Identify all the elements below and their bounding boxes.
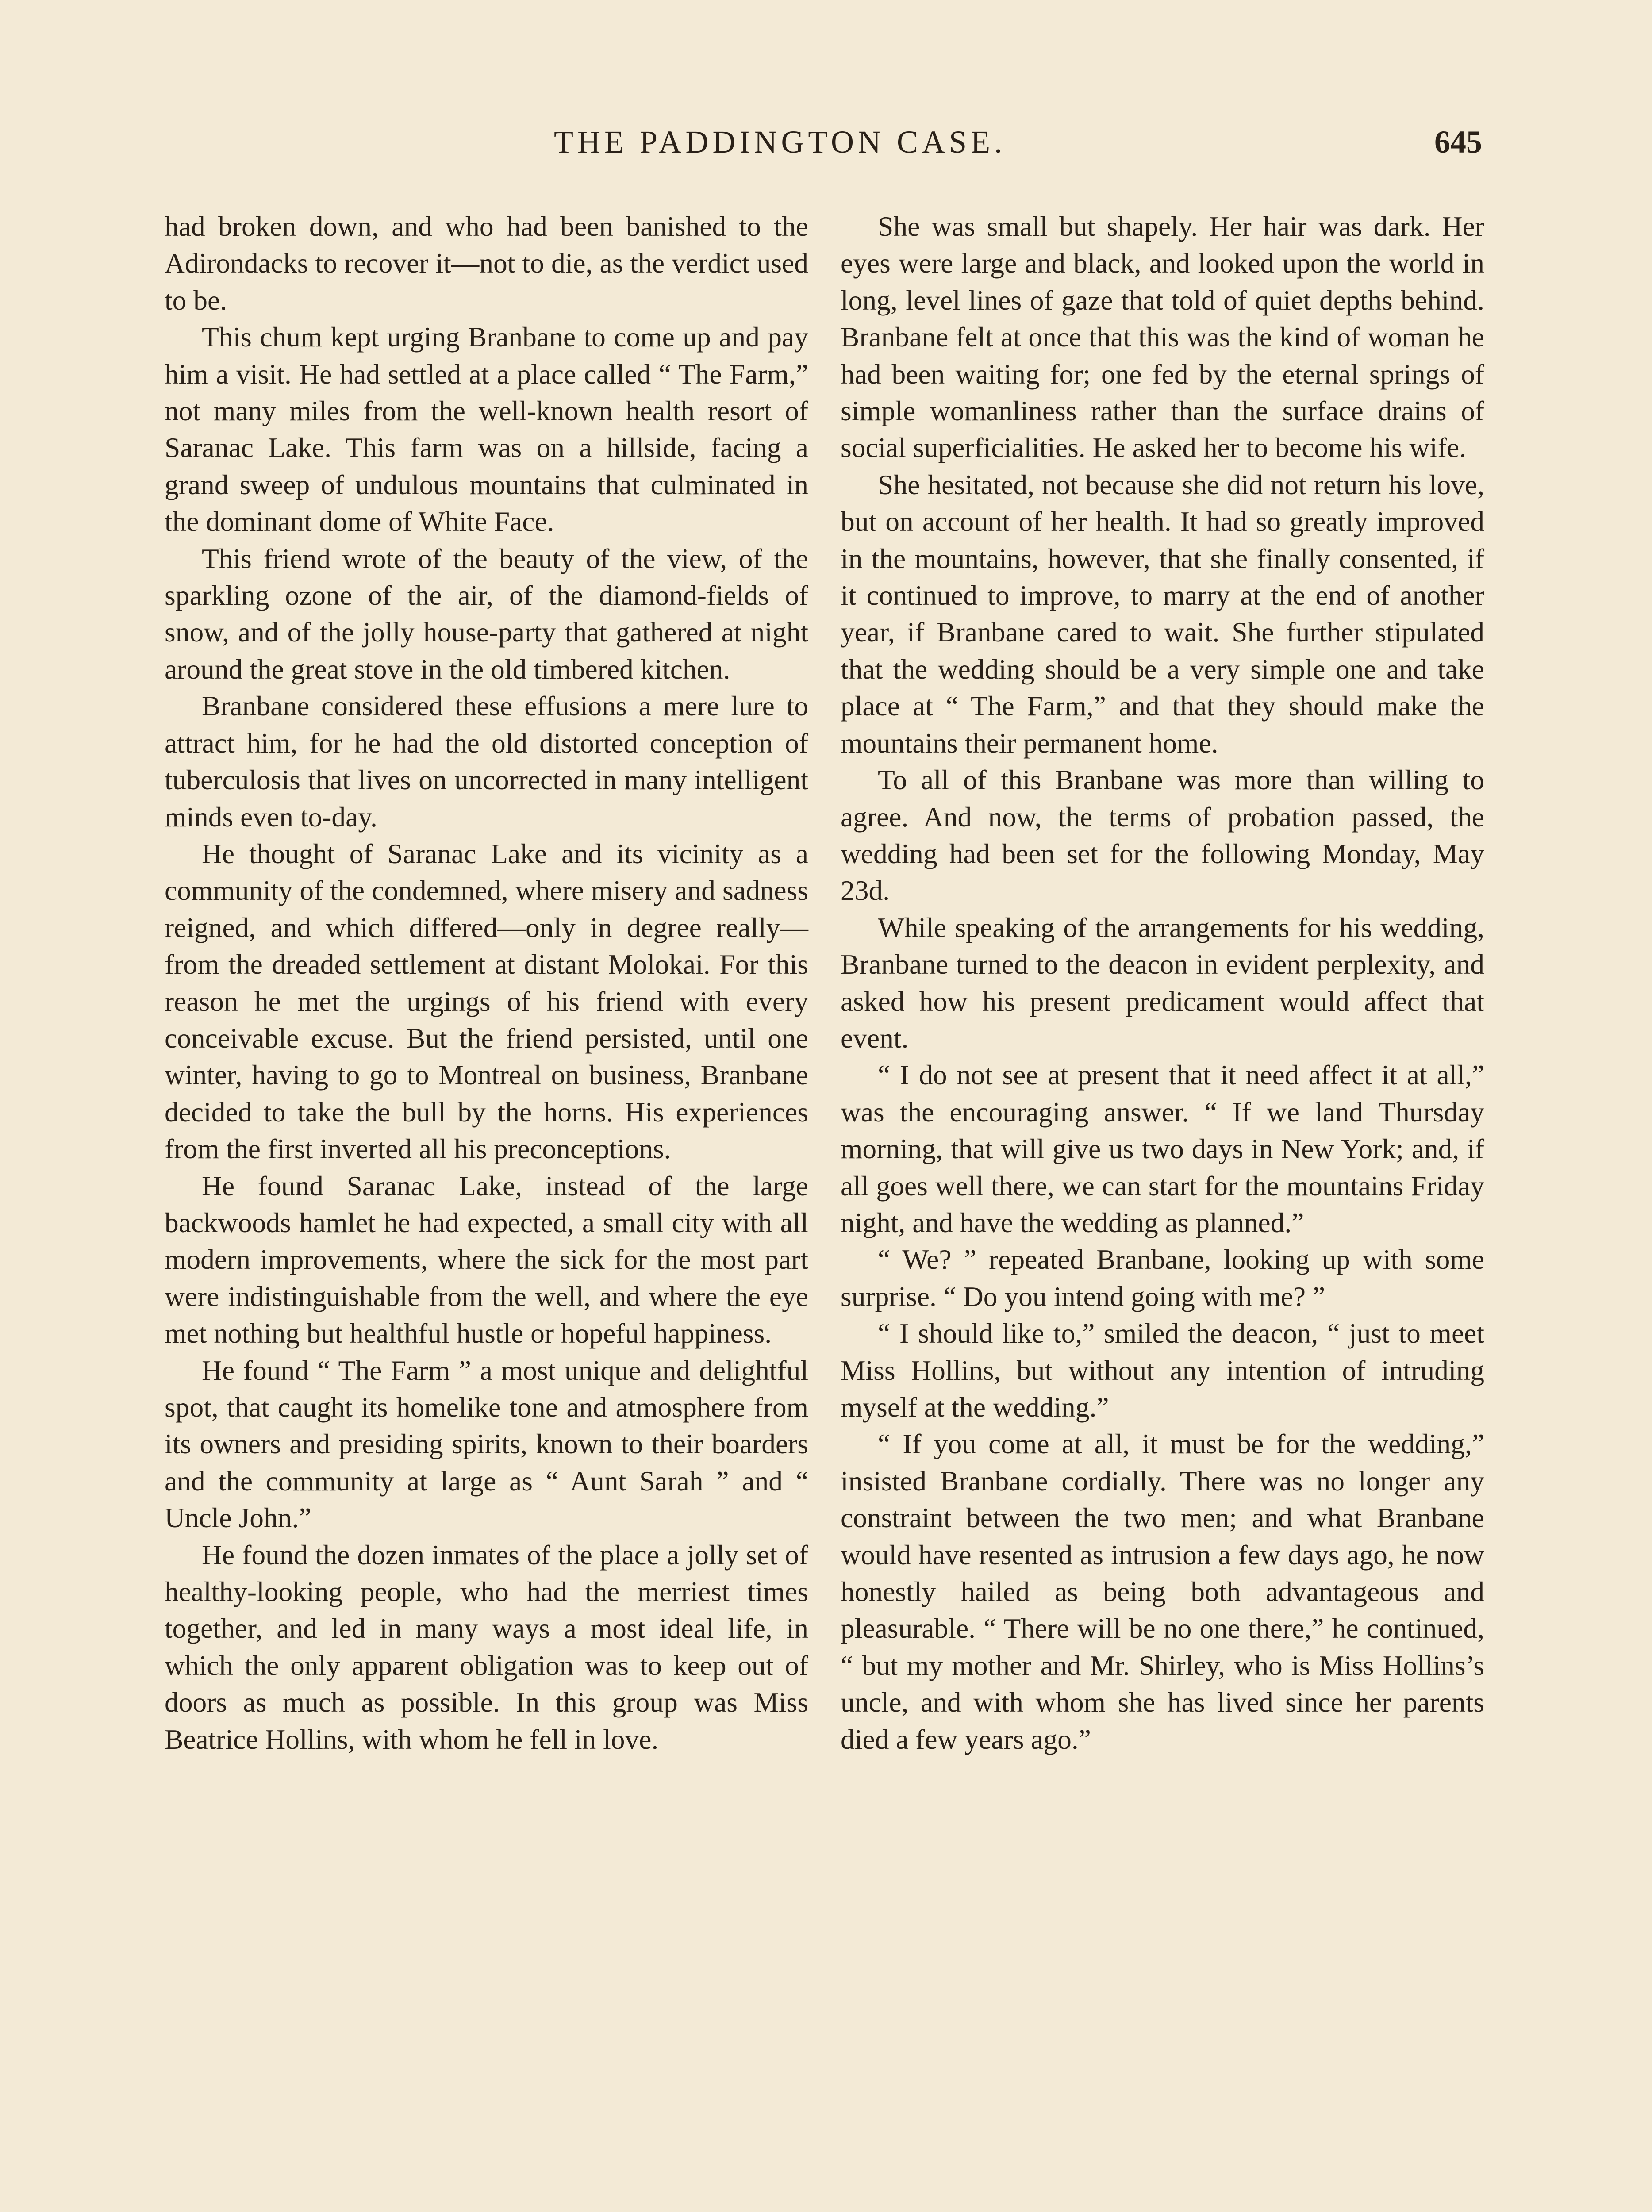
paragraph: “ I should like to,” smiled the deacon, “ just to meet Miss Hollins, but without any intention of intruding myself at the wedding.” (841, 1317, 1484, 1423)
paragraph: had broken down, and who had been banished to the Adirondacks to recover it—not to die, as the verdict used to be. (165, 211, 808, 316)
paragraph: Branbane considered these effusions a mere lure to attract him, for he had the old distorted conception of tuberculosis that lives on uncorrected in many intelligent minds even to-day. (165, 690, 808, 833)
running-title: THE PADDINGTON CASE. (554, 124, 1007, 160)
paragraph: He found Saranac Lake, instead of the large backwoods hamlet he had expected, a small city with all modern improvements, where the sick for the most part were indistinguishable from the well, and where the eye met nothing but healthful hustle or hopeful happiness. (165, 1170, 808, 1349)
page-header (0, 124, 1652, 177)
paragraph: She was small but shapely. Her hair was dark. Her eyes were large and black, and looked upon the world in long, level lines of gaze that told of quiet depths behind. Branbane felt at once that this was the kind of woman he had been waiting for; one fed by the eternal springs of simple womanliness rather than the surface drains of social superficialities. He asked her to become his wife. (841, 211, 1484, 464)
paragraph: “ If you come at all, it must be for the wedding,” insisted Branbane cordially. There was no longer any constraint between the two men; and what Branbane would have resented as intrusion a few days ago, he now honestly hailed as being both advantageous and pleasurable. “ There will be no one there,” he continued, “ but my mother and Mr. Shirley, who is Miss Hollins’s uncle, and with whom she has lived since her parents died a few years ago.” (841, 1428, 1484, 1755)
paragraph: “ We? ” repeated Branbane, looking up with some surprise. “ Do you intend going with me? ” (841, 1244, 1484, 1312)
left-column (165, 208, 808, 1758)
paragraph: “ I do not see at present that it need affect it at all,” was the encouraging answer. “ If we land Thursday morning, that will give us two days in New York; and, if all goes well there, we can start for the mountains Friday night, and have the wedding as planned.” (841, 1059, 1484, 1238)
paragraph: He found the dozen inmates of the place a jolly set of healthy-looking people, who had the merriest times together, and led in many ways a most ideal life, in which the only apparent obligation was to keep out of doors as much as possible. In this group was Miss Beatrice Hollins, with whom he fell in love. (165, 1539, 808, 1755)
right-column (841, 208, 1484, 1758)
paragraph: She hesitated, not because she did not return his love, but on account of her health. It had so greatly improved in the mountains, however, that she finally consented, if it continued to improve, to marry at the end of another year, if Branbane cared to wait. She further stipulated that the wedding should be a very simple one and take place at “ The Farm,” and that they should make the mountains their permanent home. (841, 469, 1484, 759)
paragraph: He found “ The Farm ” a most unique and delightful spot, that caught its homelike tone and atmosphere from its owners and presiding spirits, known to their boarders and the community at large as “ Aunt Sarah ” and “ Uncle John.” (165, 1354, 808, 1534)
paragraph: To all of this Branbane was more than willing to agree. And now, the terms of probation passed, the wedding had been set for the following Monday, May 23d. (841, 764, 1484, 906)
page-number: 645 (1434, 124, 1482, 160)
paragraph: This friend wrote of the beauty of the view, of the sparkling ozone of the air, of the diamond-fields of snow, and of the jolly house-party that gathered at night around the great stove in the old timbered kitchen. (165, 542, 808, 685)
paragraph: He thought of Saranac Lake and its vicinity as a community of the condemned, where misery and sadness reigned, and which differed—only in degree really—from the dreaded settlement at distant Molokai. For this reason he met the urgings of his friend with every conceivable excuse. But the friend persisted, until one winter, having to go to Montreal on business, Branbane decided to take the bull by the horns. His experiences from the first inverted all his preconceptions. (165, 837, 808, 1165)
paragraph: This chum kept urging Branbane to come up and pay him a visit. He had settled at a place called “ The Farm,” not many miles from the well-known health resort of Saranac Lake. This farm was on a hillside, facing a grand sweep of undulous mountains that culminated in the dominant dome of White Face. (165, 321, 808, 538)
paragraph: While speaking of the arrangements for his wedding, Branbane turned to the deacon in evident perplexity, and asked how his present predicament would affect that event. (841, 911, 1484, 1054)
